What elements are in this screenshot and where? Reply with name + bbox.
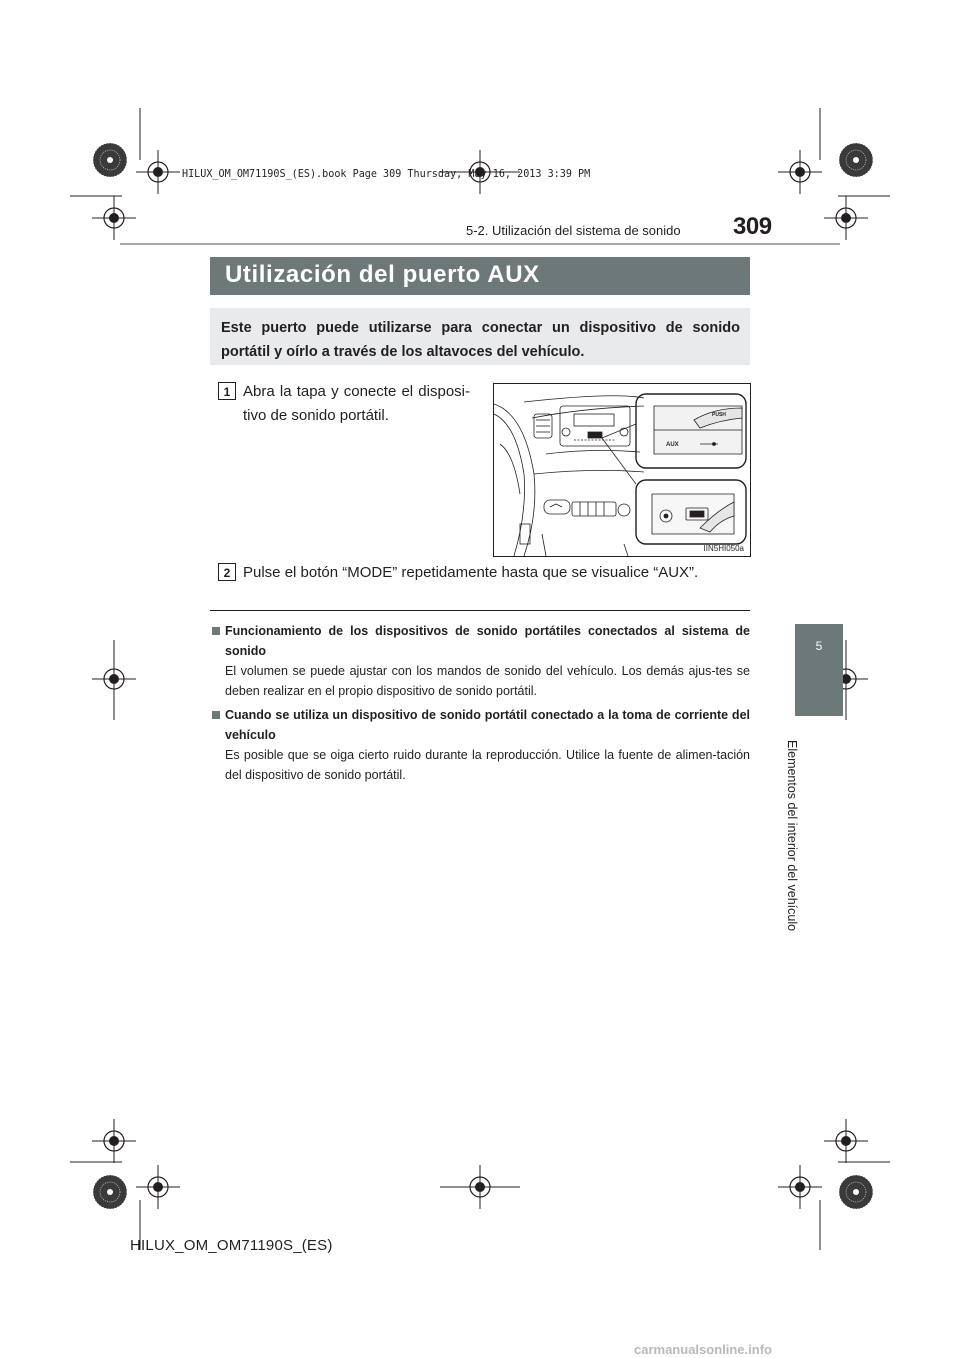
page-title: Utilización del puerto AUX (225, 261, 540, 288)
note-2-heading: Cuando se utiliza un dispositivo de sonido portátil conectado a la toma de corriente del vehículo (225, 708, 750, 742)
section-rule (210, 610, 750, 611)
note-1-body: El volumen se puede ajustar con los mandos de sonido del vehículo. Los demás ajus-tes se deben realizar en el propio dispositivo de sonido portátil. (225, 664, 750, 698)
note-bullet-icon (212, 627, 220, 635)
page-number: 309 (733, 213, 772, 240)
aux-port-illustration (493, 383, 751, 557)
step-number-1: 1 (218, 382, 236, 400)
chapter-tab (795, 624, 843, 716)
step-2-text: Pulse el botón “MODE” repetidamente hasta que se visualice “AUX”. (243, 564, 699, 581)
illustration-code: IIN5HI050a (703, 544, 744, 553)
chapter-label-text: Elementos del interior del vehículo (785, 740, 799, 932)
chapter-number: 5 (815, 639, 823, 653)
note-1-heading: Funcionamiento de los dispositivos de sonido portátiles conectados al sistema de sonido (225, 624, 750, 658)
step-1-text: Abra la tapa y conecte el disposi-tivo de sonido portátil. (243, 383, 470, 424)
header-rule (120, 243, 840, 245)
step-number-2: 2 (218, 563, 236, 581)
section-header: 5-2. Utilización del sistema de sonido (466, 223, 681, 238)
intro-text: Este puerto puede utilizarse para conectar un dispositivo de sonido portátil y oírlo a través de los altavoces del vehículo. (221, 320, 740, 360)
watermark: carmanualsonline.info (634, 1342, 772, 1357)
print-stamp: HILUX_OM_OM71190S_(ES).book Page 309 Thursday, May 16, 2013 3:39 PM (182, 167, 591, 180)
note-2-body: Es posible que se oiga cierto ruido durante la reproducción. Utilice la fuente de alimen-tación del dispositivo de sonido portátil. (225, 748, 750, 782)
dashboard-drawing (494, 384, 750, 556)
note-bullet-icon (212, 711, 220, 719)
footer-code: HILUX_OM_OM71190S_(ES) (130, 1237, 333, 1254)
aux-label: AUX (666, 442, 679, 448)
chapter-label (783, 740, 803, 932)
push-label: PUSH (712, 412, 726, 418)
